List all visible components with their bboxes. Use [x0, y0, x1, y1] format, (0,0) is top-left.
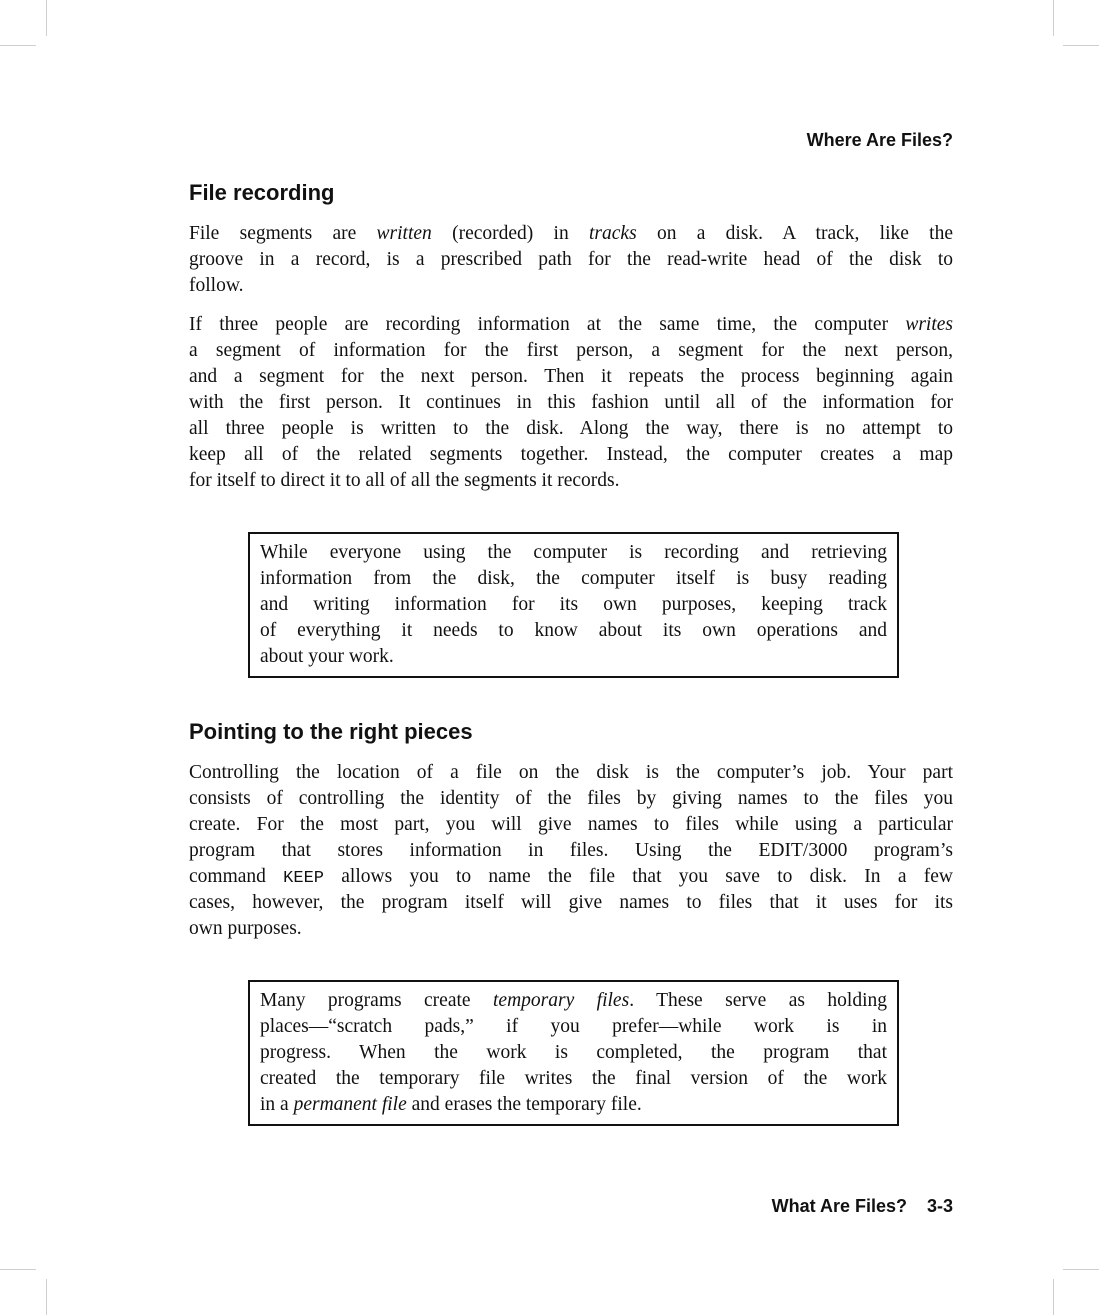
text-run: of everything it needs to know about its own operations and	[260, 620, 887, 641]
text-line	[260, 592, 887, 618]
text-line	[189, 890, 953, 916]
command-text: KEEP	[283, 869, 324, 888]
note-box	[248, 980, 899, 1126]
text-run: . These serve as holding	[629, 990, 887, 1011]
section-heading: Pointing to the right pieces	[189, 719, 473, 744]
crop-mark	[0, 1269, 36, 1270]
text-run: about your work.	[260, 646, 394, 667]
text-run: If three people are recording information at the same time, the computer	[189, 314, 906, 335]
crop-mark	[46, 1279, 47, 1315]
emphasis-text: written	[376, 223, 432, 244]
note-text	[260, 988, 887, 1118]
text-run: and a segment for the next person. Then it repeats the process beginning again	[189, 366, 953, 387]
text-run: and erases the temporary file.	[406, 1094, 642, 1115]
text-line	[189, 864, 953, 890]
text-line	[189, 786, 953, 812]
text-line	[260, 618, 887, 644]
section-heading: File recording	[189, 180, 335, 205]
text-run: command	[189, 866, 284, 887]
emphasis-text: permanent file	[293, 1094, 407, 1115]
text-line	[189, 273, 953, 299]
text-run: a segment of information for the first person, a segment for the next person,	[189, 340, 953, 361]
text-run: allows you to name the file that you save to disk. In a few	[323, 866, 953, 887]
note-box	[248, 532, 899, 678]
text-line	[260, 644, 887, 670]
emphasis-text: temporary files	[493, 990, 630, 1011]
text-run: keep all of the related segments together. Instead, the computer creates a map	[189, 444, 953, 465]
crop-mark	[46, 0, 47, 36]
text-run: cases, however, the program itself will give names to files that it uses for its	[189, 892, 953, 913]
text-run: and writing information for its own purposes, keeping track	[260, 594, 887, 615]
paragraph	[189, 760, 953, 942]
paragraph	[189, 312, 953, 494]
text-line	[189, 312, 953, 338]
text-run: information from the disk, the computer itself is busy reading	[260, 568, 887, 589]
text-line	[189, 364, 953, 390]
text-run: groove in a record, is a prescribed path for the read-write head of the disk to	[189, 249, 953, 270]
text-line	[260, 1014, 887, 1040]
text-run: with the first person. It continues in this fashion until all of the information for	[189, 392, 953, 413]
text-line	[189, 916, 953, 942]
text-run: in a	[260, 1094, 294, 1115]
text-line	[189, 838, 953, 864]
page-number: 3-3	[926, 1196, 953, 1216]
page-footer	[772, 1196, 953, 1217]
text-line	[260, 540, 887, 566]
text-line	[189, 416, 953, 442]
text-line	[189, 760, 953, 786]
text-run: Many programs create	[260, 990, 493, 1011]
text-run: for itself to direct it to all of all the segments it records.	[189, 470, 620, 491]
paragraph	[189, 221, 953, 299]
text-line	[260, 566, 887, 592]
text-run: program that stores information in files. Using the EDIT/3000 program’s	[189, 840, 953, 861]
text-run: While everyone using the computer is recording and retrieving	[260, 542, 887, 563]
text-run: Controlling the location of a file on the disk is the computer’s job. Your part	[189, 762, 953, 783]
text-line	[260, 988, 887, 1014]
text-line	[260, 1040, 887, 1066]
text-line	[189, 812, 953, 838]
running-header: Where Are Files?	[806, 130, 953, 150]
crop-mark	[1053, 0, 1054, 36]
text-run: all three people is written to the disk. Along the way, there is no attempt to	[189, 418, 953, 439]
crop-mark	[0, 45, 36, 46]
text-run: created the temporary file writes the final version of the work	[260, 1068, 887, 1089]
text-run: progress. When the work is completed, the program that	[260, 1042, 887, 1063]
text-run: on a disk. A track, like the	[636, 223, 953, 244]
text-run: places—“scratch pads,” if you prefer—while work is in	[260, 1016, 887, 1037]
text-line	[189, 247, 953, 273]
crop-mark	[1063, 1269, 1099, 1270]
text-line	[260, 1066, 887, 1092]
text-run: follow.	[189, 275, 244, 296]
text-run: consists of controlling the identity of the files by giving names to the files you	[189, 788, 953, 809]
text-run: (recorded) in	[431, 223, 590, 244]
note-text	[260, 540, 887, 670]
text-run: own purposes.	[189, 918, 302, 939]
footer-title: What Are Files?	[771, 1196, 907, 1216]
text-line	[189, 468, 953, 494]
emphasis-text: writes	[905, 314, 953, 335]
text-line	[189, 442, 953, 468]
emphasis-text: tracks	[589, 223, 637, 244]
text-run: File segments are	[189, 223, 377, 244]
text-line	[189, 390, 953, 416]
text-line	[189, 221, 953, 247]
crop-mark	[1063, 45, 1099, 46]
text-line	[260, 1092, 887, 1118]
crop-mark	[1053, 1279, 1054, 1315]
text-line	[189, 338, 953, 364]
text-run: create. For the most part, you will give names to files while using a particular	[189, 814, 953, 835]
